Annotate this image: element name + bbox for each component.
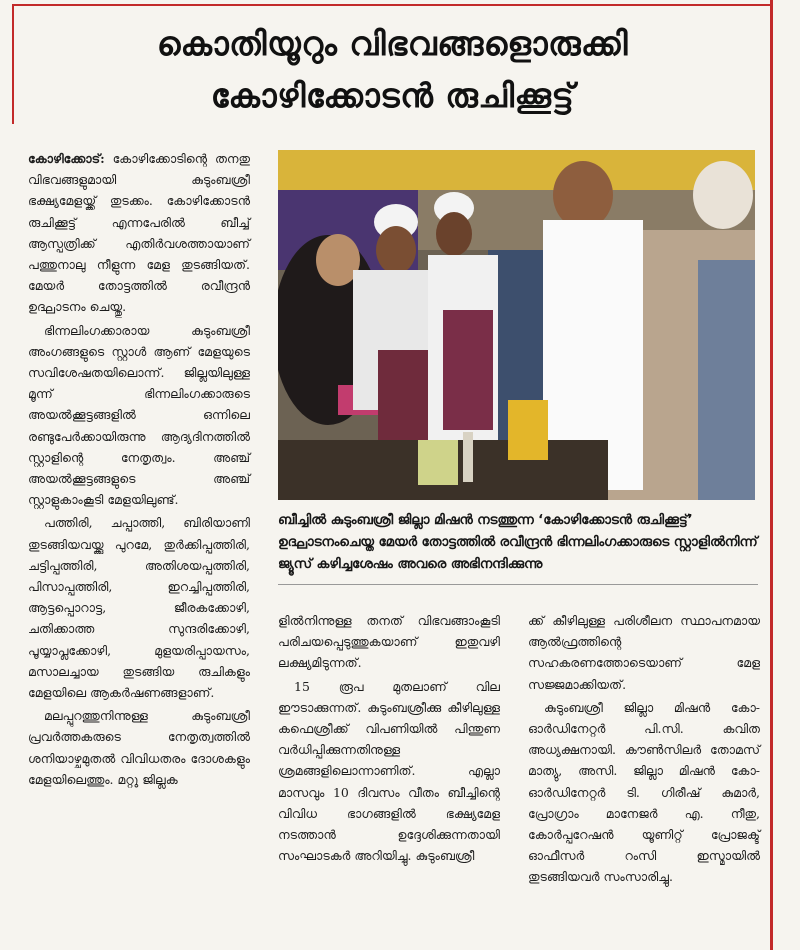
red-frame-right (770, 0, 773, 950)
col3-paragraph-1: ക്ക് കീഴിലുള്ള പരിശീലന സ്ഥാപനമായ ആൽഫ്രത്തിന്റെ സഹകരണത്തോടെയാണ് മേള സജ്ജമാക്കിയത്. (528, 613, 760, 692)
col2-paragraph-1: ളിൽനിന്നുള്ള തനത് വിഭവങ്ങാംകൂടി പരിചയപ്പെടുത്തുകയാണ് ഇതുവഴി ലക്ഷ്യമിടുന്നത്. (278, 613, 500, 671)
col2-paragraph-2: 15 രൂപ മുതലാണ് വില ഈടാക്കുന്നത്. കുടുംബശ്രീക്കു കീഴിലുള്ള കഫെശ്രീക്ക് വിപണിയിൽ പിന്തുണ വർധിപ്പിക്കുന്നതിനുള്ള ശ്രമങ്ങളിലൊന്നാണിത്. എല്ലാ മാസവും 10 ദിവസം വീതം ബീച്ചിന്റെ വിവിധ ഭാഗങ്ങളിൽ ഭക്ഷ്യമേള നടത്താൻ ഉദ്ദേശിക്കുന്നതായി സംഘാടകർ അറിയിച്ചു. കുടുംബശ്രീ (278, 678, 500, 864)
paragraph-4: മലപ്പുറത്തുനിന്നുള്ള കുടുംബശ്രീ പ്രവർത്തകരുടെ നേതൃത്വത്തിൽ ശനിയാഴ്ചമുതൽ വിവിധതരം ദോശകളും മേളയിലെത്തും. മറ്റു ജില്ലക (28, 708, 250, 787)
paragraph-3: പത്തിരി, ചപ്പാത്തി, ബിരിയാണി തുടങ്ങിയവയ്ക്കു പുറമേ, തുർക്കിപ്പത്തിരി, ചട്ടിപ്പത്തിരി, അതിശയപ്പത്തിരി, പിസാപ്പത്തിരി, ഇറച്ചിപ്പത്തിരി, ആട്ടപ്പൊറാട്ട, ജീരകക്കോഴി, ചതിക്കാത്ത സുന്ദരിക്കോഴി, പൂയ്യാപ്ലക്കോഴി, മുളയരിപ്പായസം, മസാലച്ചായ തുടങ്ങിയ രുചികളും മേളയിലെ ആകർഷണങ്ങളാണ്. (28, 515, 250, 701)
paragraph-1-text: കോഴിക്കോടിന്റെ തനതു വിഭവങ്ങളുമായി കുടുംബശ്രീ ഭക്ഷ്യമേളയ്ക്ക് തുടക്കം. കോഴിക്കോടൻ രുചിക്കൂട്ട് എന്നപേരിൽ ബീച്ച് ആസ്പത്രിക്ക് എതിർവശത്തായാണ് പത്തുനാലു നീളുന്ന മേള തുടങ്ങിയത്. മേയർ തോട്ടത്തിൽ രവീന്ദ്രൻ ഉദ്ഘാടനം ചെയ്തു. (28, 151, 250, 315)
headline-line-2: കോഴിക്കോടൻ രുചിക്കൂട്ട് (210, 76, 575, 115)
paragraph-2: ഭിന്നലിംഗക്കാരായ കുടുംബശ്രീ അംഗങ്ങളുടെ സ്റ്റാൾ ആണ് മേളയുടെ സവിശേഷതയിലൊന്ന്. ജില്ലയിലുള്ള മൂന്ന് ഭിന്നലിംഗക്കാരുടെ അയൽക്കൂട്ടങ്ങളിൽ ഒന്നിലെ രണ്ടുപേർക്കായിരുന്നു ആദ്യദിനത്തിൽ സ്റ്റാളിന്റെ നേതൃത്വം. അഞ്ച് അയൽക്കൂട്ടങ്ങളുടെ അഞ്ച് സ്റ്റാളുകാംകൂടി മേളയിലുണ്ട്. (28, 322, 250, 508)
photo-caption: ബീച്ചിൽ കുടുംബശ്രീ ജില്ലാ മിഷൻ നടത്തുന്ന ‘കോഴിക്കോടൻ രുചിക്കൂട്ട്’ ഉദ്ഘാടനംചെയ്ത മേയർ തോട്ടത്തിൽ രവീന്ദ്രൻ ഭിന്നലിംഗക്കാരുടെ സ്റ്റാളിൽനിന്ന് ജ്യൂസ് കഴിച്ചശേഷം അവരെ അഭിനന്ദിക്കുന്നു (278, 510, 758, 585)
article-column-1 (28, 148, 250, 792)
dateline: കോഴിക്കോട്: (28, 151, 105, 166)
col3-paragraph-2: കുടുംബശ്രീ ജില്ലാ മിഷൻ കോ-ഓർഡിനേറ്റർ പി.സി. കവിത അധ്യക്ഷനായി. കൗൺസിലർ തോമസ് മാത്യു, അസി. ജില്ലാ മിഷൻ കോ-ഓർഡിനേറ്റർ ടി. ഗിരീഷ് കുമാർ, പ്രോഗ്രാം മാനേജർ എ. നീതു, കോർപ്പറേഷൻ യൂണിറ്റ് പ്രോജക്ട് ഓഫീസർ റംസി ഇസ്മായിൽ തുടങ്ങിയവർ സംസാരിച്ചു. (528, 699, 760, 885)
red-frame-left (12, 4, 14, 124)
article-column-2 (278, 610, 500, 868)
paragraph-1 (28, 148, 250, 318)
article-column-3 (528, 610, 760, 890)
news-photo-illustration (278, 150, 755, 500)
headline-line-1: കൊതിയൂറും വിഭവങ്ങളൊരുക്കി (156, 24, 629, 63)
news-photo (278, 150, 755, 500)
headline (20, 18, 765, 122)
red-frame-top (14, 4, 772, 6)
